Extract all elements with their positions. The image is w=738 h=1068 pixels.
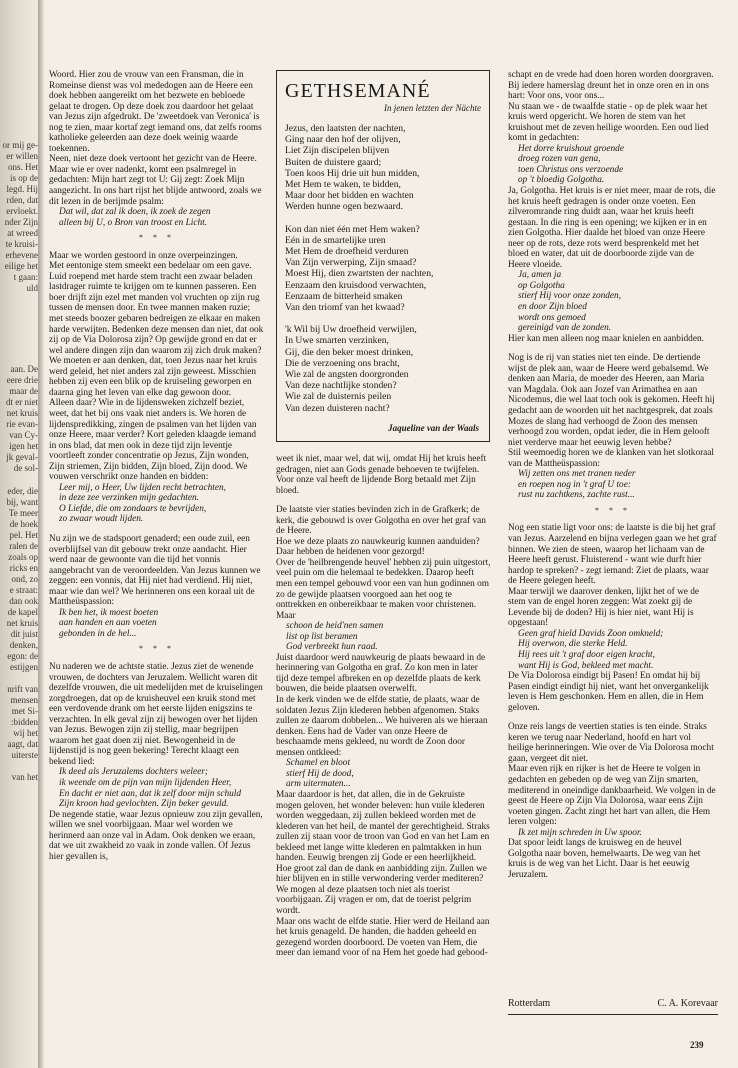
verse-line: en roepen nog in 't graf U toe: bbox=[518, 479, 631, 490]
page-number: 239 bbox=[690, 1040, 704, 1050]
verse-line: En dacht er niet aan, dat ik zelf door mijn schuld bbox=[59, 788, 242, 799]
left-page-fragment: van het bbox=[11, 772, 38, 782]
poem-line: Moest Hij, dien zwartsten der nachten, bbox=[285, 268, 434, 280]
verse-line: op Golgotha bbox=[518, 280, 565, 291]
verse-line: Schamel en bloot bbox=[286, 758, 351, 769]
end-rule bbox=[508, 1014, 718, 1015]
left-page-fragment: jk geval- bbox=[6, 452, 38, 462]
left-page-fragment: or mij ge- bbox=[2, 140, 38, 150]
poem-stanza bbox=[285, 324, 481, 414]
left-page-fragment: uld bbox=[26, 283, 38, 293]
verse-line: Ik deed als Jeruzalems dochters weleer; bbox=[59, 767, 208, 778]
left-page-fragment: egon: de bbox=[7, 651, 38, 661]
paragraph: Over de 'heilbrengende heuvel' hebben zij puin uitgestort, veel puin om die helemaal te bedekken. Daarop heeft men een tempel gebouwd voor een van hun godinnen om zo de gewijde plaatsen voorgoed aan het oog te onttrekken en onbereikbaar te maken voor christenen. Maar bbox=[276, 557, 491, 621]
poem-line: Toen koos Hij drie uit hun midden, bbox=[285, 167, 420, 179]
verse-line: aan handen en aan voeten bbox=[59, 618, 157, 629]
left-page-fragment: t gaan: bbox=[13, 272, 38, 282]
poem-line: Met Hem te waken, te bidden, bbox=[285, 179, 401, 191]
paragraph: Woord. Hier zou de vrouw van een Fransman, die in Romeinse dienst was vol mededogen aan de Heere een doek hebben aangereikt om het bezwete en bebloede gelaat te drogen. Op deze doek zou daardoor het gelaat van Jezus zijn afgedrukt. De 'zweetdoek van Veronica' is nog te zien, maar kortaf zegt iemand ons, dat zelfs rooms katholieke geleerden aan deze doek weinig waarde toekennen. bbox=[49, 70, 262, 154]
verse-line: op 't bloedig Golgotha. bbox=[518, 175, 605, 186]
article-signature bbox=[508, 998, 718, 1009]
verse-line: Hij rees uit 't graf door eigen kracht, bbox=[518, 649, 655, 660]
verse-line: Geen graf hield Davids Zoon omkneld; bbox=[518, 628, 664, 639]
left-page-fragment: rden, dat bbox=[6, 195, 38, 205]
poem-line: Wie zal de angsten doorgronden bbox=[285, 369, 409, 381]
left-page-fragment: Te meer bbox=[8, 508, 38, 518]
left-page-fragment: net kruis bbox=[6, 618, 38, 628]
left-page-fragment: te kruisi- bbox=[5, 239, 38, 249]
section-divider: * * * bbox=[139, 233, 175, 243]
left-page-fragment: nrift van bbox=[7, 684, 38, 694]
left-page-fragment: denken, bbox=[9, 640, 38, 650]
verse-line: Dat wil, dat zal ik doen, ik zoek de zegen bbox=[59, 207, 211, 218]
poem-title: GETHSEMANÉ bbox=[285, 80, 431, 102]
left-page-fragment: igen het bbox=[9, 441, 38, 451]
poem-line: Liet Zijn discipelen blijven bbox=[285, 145, 390, 157]
section-divider: * * * bbox=[595, 505, 631, 515]
poem-line: Jezus, den laatsten der nachten, bbox=[285, 123, 406, 134]
verse-line: stierf Hij voor onze zonden, bbox=[518, 291, 622, 302]
left-page-fragment: ralen de bbox=[9, 541, 38, 551]
paragraph-gap bbox=[49, 525, 265, 534]
left-page-fragment: at wreed bbox=[7, 228, 38, 238]
left-page-gutter bbox=[0, 0, 40, 1068]
signature-place: Rotterdam bbox=[508, 998, 551, 1009]
left-page-fragment: eere drie bbox=[6, 375, 38, 385]
left-page-fragment: ervloekt. bbox=[6, 206, 38, 216]
left-page-fragment: de sol- bbox=[13, 463, 38, 473]
paragraph: Daar hebben de heidenen voor gezorgd! bbox=[276, 547, 425, 558]
left-page-fragment: dan ook bbox=[9, 596, 38, 606]
verse-line: schoon de heid'nen samen bbox=[286, 621, 384, 632]
poem-line: Gij, die den beker moest drinken, bbox=[285, 346, 414, 358]
verse-line: arm uitermaten... bbox=[286, 779, 351, 790]
verse-line: stierf Hij de dood, bbox=[286, 768, 354, 779]
paragraph: Maar we worden gestoord in onze overpeinzingen. bbox=[49, 250, 238, 261]
paragraph-gap bbox=[508, 713, 718, 722]
paragraph: Alleen daar? Wie in de lijdensweken zichzelf beziet, weet, dat het bij ons vaak niet anders is. We horen de lijdenspredikking, zingen de psalmen van het lijden van onze Heere, maar verder? Kort geleden klaagde iemand in ons blad, dat men ook in deze tijd zijn leventje voortleeft zonder concentratie op Jezus, Zijn wonden, Zijn striemen, Zijn bidden, Zijn bloed, Zijn dood. We vouwen verschrikt onze handen en bidden: bbox=[49, 398, 257, 483]
verse-line: zo zwaar woudt lijden. bbox=[59, 514, 144, 525]
left-page-fragment: rie evan- bbox=[6, 419, 38, 429]
paragraph: Maar even rijk en rijker is het de Heere te volgen in gedachten en gebeden op de weg van Zijn smarten, mediterend in oneindige dankbaarheid. We volgen in de geest de Heere op Zijn Via Dolorosa, waar eens Zijn voeten gingen. Zacht zingt het hart van allen, die Hem leren volgen: bbox=[508, 764, 716, 828]
paragraph: Nu naderen we de achtste statie. Jezus ziet de wenende vrouwen, de dochters van Jeruzalem. Wellicht waren dit dezelfde vrouwen, die uit medelijden met de kruiselingen zorgdroegen, dat op de kruisheuvel een kruik stond met een verdovende drank om het eerste lijden enigszins te verzachten. In elk geval zijn zij bewogen over het lijden van Jezus. Bewogen zijn zij stellig, maar begrijpen waarom het gaat doen zij niet. Bewogenheid in de lijdenstijd is nog geen bekering! Terecht klaagt een bekend lied: bbox=[49, 661, 263, 767]
poem-line: Wie zal de duisternis peilen bbox=[285, 391, 392, 403]
left-page-fragment: e straat: bbox=[9, 585, 38, 595]
section-divider: * * * bbox=[139, 644, 175, 654]
poem-stanza bbox=[285, 224, 481, 314]
left-page-fragment: aagt, dat bbox=[7, 739, 38, 749]
verse-line: toen Christus ons verzoende bbox=[518, 164, 624, 175]
left-page-fragment: bij, want bbox=[6, 497, 38, 507]
paragraph: Hier kan men alleen nog maar knielen en aanbidden. bbox=[508, 333, 704, 344]
poem-line: In Uwe smarten verzinken, bbox=[285, 335, 389, 347]
poem-line: Maar door het bidden en wachten bbox=[285, 190, 414, 202]
verse-line: Ik zet mijn schreden in Uw spoor. bbox=[518, 827, 642, 838]
paragraph: Neen, niet deze doek vertoont het gezicht van de Heere. Maar wie er over nadenkt, komt een psalmregel in gedachten: Mijn hart zegt tot U: Gij zegt: Zoek Mijn aangezicht. In ons hart rijst het blijde antwoord, zoals we dit lezen in de berijmde psalm: bbox=[49, 154, 262, 207]
verse-line: Hij overwon, die sterke Held. bbox=[518, 639, 628, 650]
paragraph: Juist daardoor werd nauwkeurig de plaats bewaard in de herinnering van Golgotha en graf. Zo kon men in later tijd deze tempel afbreken en op dezelfde plaats de kerk bouwen, die beide plaatsen overwelft. bbox=[276, 652, 486, 695]
verse-line: list op list beramen bbox=[286, 631, 358, 642]
left-page-fragment: net kruis bbox=[6, 408, 38, 418]
left-page-fragment: met Si- bbox=[11, 706, 38, 716]
verse-line: gebonden in de hel... bbox=[59, 628, 137, 639]
verse-line: want Hij is God, bekleed met macht. bbox=[518, 660, 654, 671]
paragraph: Maar terwijl we daarover denken, lijkt het of we de stem van de engel horen zeggen: Wat zoekt gij de Levende bij de doden? Hij is hier niet, want Hij is opgestaan! bbox=[508, 586, 700, 629]
paragraph: Dat spoor leidt langs de kruisweg en de heuvel Golgotha naar boven, hemelwaarts. De weg van het kruis is de weg van het Licht. Daar is het eeuwig Jeruzalem. bbox=[508, 838, 701, 880]
column-2 bbox=[276, 454, 492, 959]
verse-line: droeg rozen van gena, bbox=[518, 154, 601, 165]
left-page-fragment: wij het bbox=[13, 728, 38, 738]
left-page-fragment: van Cy- bbox=[9, 430, 38, 440]
poem-line: Die de verzoening ons bracht, bbox=[285, 357, 400, 369]
verse-line: Zijn kroon had gevlochten. Zijn beker gevuld. bbox=[59, 799, 229, 810]
left-page-fragment: nder Zijn bbox=[4, 217, 38, 227]
verse-line: wordt ons gemoed bbox=[518, 312, 586, 323]
poem-line: Eenzaam den kruisdood verwachten, bbox=[285, 279, 427, 291]
left-page-fragment: dit juist bbox=[10, 629, 38, 639]
poem-line: Ging naar den hof der olijven, bbox=[285, 134, 401, 146]
left-page-fragment: zoals op bbox=[8, 552, 38, 562]
verse-line: Leer mij, o Heer, Uw lijden recht betrachten, bbox=[59, 482, 226, 493]
verse-line: en door Zijn bloed bbox=[518, 302, 587, 313]
poem-line: Kon dan niet één met Hem waken? bbox=[285, 223, 420, 235]
poem-line: Buiten de duistere gaard; bbox=[285, 156, 382, 168]
paragraph: Ja, Golgotha. Het kruis is er niet meer, maar de rots, die het kruis heeft gedragen is onder onze voeten. Een zilveromrande ring duidt aan, waar het kruis heeft gestaan. In die ring is een opening; we kijken er in en zien Golgotha. Hier daalde het bloed van onze Heere neer op de rots, deze rots werd besprenkeld met het bloed en water, dat uit de doorboorde zijde van de Heere vloeide. bbox=[508, 186, 716, 270]
poem-line: Van deze nachtlijke stonden? bbox=[285, 380, 397, 392]
column-3 bbox=[508, 70, 718, 880]
paragraph: schapt en de vrede had doen horen worden doorgraven. Bij iedere hamerslag dreunt het in onze oren en in ons hart: Voor ons, voor ons... bbox=[508, 70, 714, 102]
column-1 bbox=[49, 70, 265, 862]
paragraph: In de kerk vinden we de elfde statie, de plaats, waar de soldaten Jezus Zijn klederen hebben afgenomen. Staks zullen ze daarom dobbelen... We huiveren als we hieraan denken. Eens had de Vader van onze Heere de beschaamde mens gekleed, nu wordt de Zoon door mensen ontkleed: bbox=[276, 695, 488, 758]
verse-line: Ik ben het, ik moest boeten bbox=[59, 607, 159, 618]
poem-author: Jaqueline van der Waals bbox=[388, 423, 479, 433]
verse-line: Wij zetten ons met tranen neder bbox=[518, 469, 636, 480]
paragraph: De laatste vier staties bevinden zich in de Grafkerk; de kerk, die gebouwd is over Golgotha en over het graf van de Heere. bbox=[276, 505, 486, 537]
verse-line: ik weende om de pijn van mijn lijdenden Heer, bbox=[59, 778, 232, 788]
poem-line: Van dezen duisteren nacht? bbox=[285, 402, 390, 414]
left-page-fragment: eder, die bbox=[7, 486, 38, 496]
paragraph: weet ik niet, maar wel, dat wij, omdat Hij het kruis heeft gedragen, niet aan Gods genade behoeven te twijfelen. Voor onze val heeft de lijdende Borg betaald met Zijn bloed. bbox=[276, 454, 487, 496]
left-page-fragment: ricks en bbox=[9, 563, 38, 573]
left-page-fragment: is op de bbox=[10, 173, 38, 183]
left-page-fragment: :bidden bbox=[11, 717, 38, 727]
paragraph: De negende statie, waar Jezus opnieuw zou zijn gevallen, willen we snel voorbijgaan. Maar wel worden we herinnerd aan onze val in Adam. Ook denken we eraan, dat we uit zwakheid zo vaak in zonde vallen. Of Jezus hier gevallen is, bbox=[49, 809, 263, 862]
poem-line: Eén in de smartelijke uren bbox=[285, 234, 386, 246]
page-spine bbox=[38, 0, 44, 1068]
paragraph: Hoe we deze plaats zo nauwkeurig kunnen aanduiden? bbox=[276, 536, 480, 547]
left-page-fragment: ons. Het bbox=[8, 162, 38, 172]
verse-line: rust nu zachtkens, zachte rust... bbox=[518, 490, 635, 501]
left-page-fragment: ond, zo bbox=[11, 574, 38, 584]
poem-line: Werden hunne ogen bezwaard. bbox=[285, 201, 404, 213]
paragraph: We moeten er aan denken, dat, toen Jezus naar het kruis werd geleid, het niet anders zal zijn geweest. Misschien hebben zij even een blik op de kruiseling geworpen en daarna ging het leven van elke dag gewoon door. bbox=[49, 356, 257, 398]
verse-line: gereinigd van de zonden. bbox=[518, 323, 612, 334]
poem-line: Eenzaam de bitterheid smaken bbox=[285, 290, 403, 302]
verse-line: alleen bij U, o Bron van troost en Licht. bbox=[59, 217, 208, 228]
left-page-fragment: legd. Hij bbox=[6, 184, 38, 194]
paragraph-gap bbox=[508, 344, 718, 353]
left-page-fragment: aan. De bbox=[10, 364, 38, 374]
paragraph: Nog een statie ligt voor ons: de laatste is die bij het graf van Jezus. Aarzelend en bijna verlegen gaan we het graf binnen. We zien de steen, waarop het lichaam van de Heere heeft gerust. Fluisterend - want wie durft hier hardop te spreken? - zegt iemand: Ziet de plaats, waar de Heere gelegen heeft. bbox=[508, 523, 717, 587]
verse-line: Ja, amen ja bbox=[518, 270, 562, 281]
paragraph: Nu zijn we de stadspoort genaderd; een oude zuil, een overblijfsel van dit gebouw trekt onze aandacht. Hier werd naar de gewoonte van die tijd het vonnis aangebracht van de veroordeelden. Van Jezus kunnen we zeggen: een vonnis, dat Hij niet had verdiend. Hij niet, maar wie dan wel? We herinneren ons een koraal uit de Mattheüspassion: bbox=[49, 533, 261, 608]
left-page-fragment: erhevene bbox=[5, 250, 38, 260]
left-page-fragment: maar de bbox=[9, 386, 38, 396]
poem-box bbox=[276, 70, 490, 442]
left-page-fragment: pel. Het bbox=[9, 530, 38, 540]
paragraph: Nog is de rij van staties niet ten einde. De dertiende wijst de plek aan, waar de Heere werd gebalsemd. We denken aan Maria, de moeder des Heeren, aan Maria van Magdala. Ook aan Jozef van Arimathea en aan Nicodemus, die wel laat toch ook is gekomen. Heeft hij gedacht aan de woorden uit het nachtgesprek, dat zoals Mozes de slang had verhoogd de Zoon des mensen verhoogd zou worden, opdat ieder, die in Hem gelooft niet verderve maar het eeuwig leven hebbe? bbox=[508, 353, 715, 448]
poem-body bbox=[285, 123, 481, 414]
left-page-fragment: er willen bbox=[6, 151, 38, 161]
left-page-fragment: de kapel bbox=[7, 607, 38, 617]
paragraph: Nu staan we - de twaalfde statie - op de plek waar het kruis werd opgericht. We horen de stem van het kruishout met de zeven heilige woorden. Een oud lied komt in gedachten: bbox=[508, 101, 709, 144]
paragraph: Stil weemoedig horen we de klanken van het slotkoraal van de Mattheüspassion: bbox=[508, 448, 715, 469]
paragraph: Maar daardoor is het, dat allen, die in de Gekruiste mogen geloven, het wonder beleven: hun vuile klederen worden weggedaan, zij zullen bekleed worden met de klederen van het heil, de mantel der gerechtigheid. Straks zullen zij staan voor de troon van God en van het Lam en bekleed met lange witte klederen en palmtakken in hun handen. Eeuwig brengen zij Gode er een heerlijkheid. Hoe groot zal dan de dank en aanbidding zijn. Zullen we hier blijven en in stille verwondering verder mediteren? We mogen al deze plaatsen toch niet als toerist voorbijgaan. Zij vragen er om, dat de toerist pelgrim wordt. bbox=[276, 789, 490, 916]
poem-line: Met Hem de droefheid verduren bbox=[285, 246, 409, 258]
verse-line: Het dorre kruishout groende bbox=[518, 143, 624, 154]
poem-line: Van Zijn verwerping, Zijn smaad? bbox=[285, 257, 417, 269]
left-page-fragment: uiterste bbox=[11, 750, 38, 760]
verse-line: in deze zee verzinken mijn gedachten. bbox=[59, 493, 199, 504]
paragraph: De Via Dolorosa eindigt bij Pasen! En omdat hij bij Pasen eindigt eindigt hij niet, want het onvergankelijk leven is Hem geschonken. Hem en allen, die in Hem geloven. bbox=[508, 671, 709, 713]
left-page-fragment: eilige het bbox=[4, 261, 38, 271]
left-page-fragment: mensen bbox=[10, 695, 38, 705]
paragraph: Onze reis langs de veertien staties is ten einde. Straks keren we terug naar Nederland, hoofd en hart vol heilige herinneringen. Wie over de Via Dolorosa mocht gaan, vergeet dit niet. bbox=[508, 722, 714, 764]
paragraph: Met eentonige stem smeekt een bedelaar om een gave. Luid roepend met harde stem tracht een zwaar beladen lastdrager ruimte te krijgen om te kunnen passeren. Een boer drijft zijn ezel met manden vol vruchten op zijn rug tussen de mensen door. En twee mannen maken ruzie; met steeds boozer gebaren bedreigen ze elkaar en maken harde verwijten. Bedenken deze mensen dan niet, dat ook zij op de Via Dolorosa zijn? Op gewijde grond en dat er wel andere dingen zijn dan waarom zij zich druk maken? bbox=[49, 261, 264, 356]
paragraph: Maar ons wacht de elfde statie. Hier werd de Heiland aan het kruis genageld. De handen, die hadden geheeld en gezegend worden doorboord. De voeten van Hem, die meer dan iemand voor of na Hem het goede had gebood- bbox=[276, 916, 490, 959]
poem-stanza bbox=[285, 123, 481, 213]
left-page-fragment: estijgen bbox=[10, 662, 38, 672]
signature-author: C. A. Korevaar bbox=[657, 998, 718, 1009]
verse-line: God verbreekt hun raad. bbox=[286, 642, 378, 653]
poem-line: Van den triomf van het kwaad? bbox=[285, 302, 405, 314]
paragraph-gap bbox=[276, 496, 492, 505]
verse-line: O Liefde, die om zondaars te bevrijden, bbox=[59, 503, 207, 514]
left-page-fragment: dt er niet bbox=[6, 397, 38, 407]
left-page-fragment: de hoek bbox=[9, 519, 38, 529]
poem-line: 'k Wil bij Uw droefheid verwijlen, bbox=[285, 324, 417, 336]
poem-subtitle: In jenen letzten der Nächte bbox=[384, 103, 481, 113]
